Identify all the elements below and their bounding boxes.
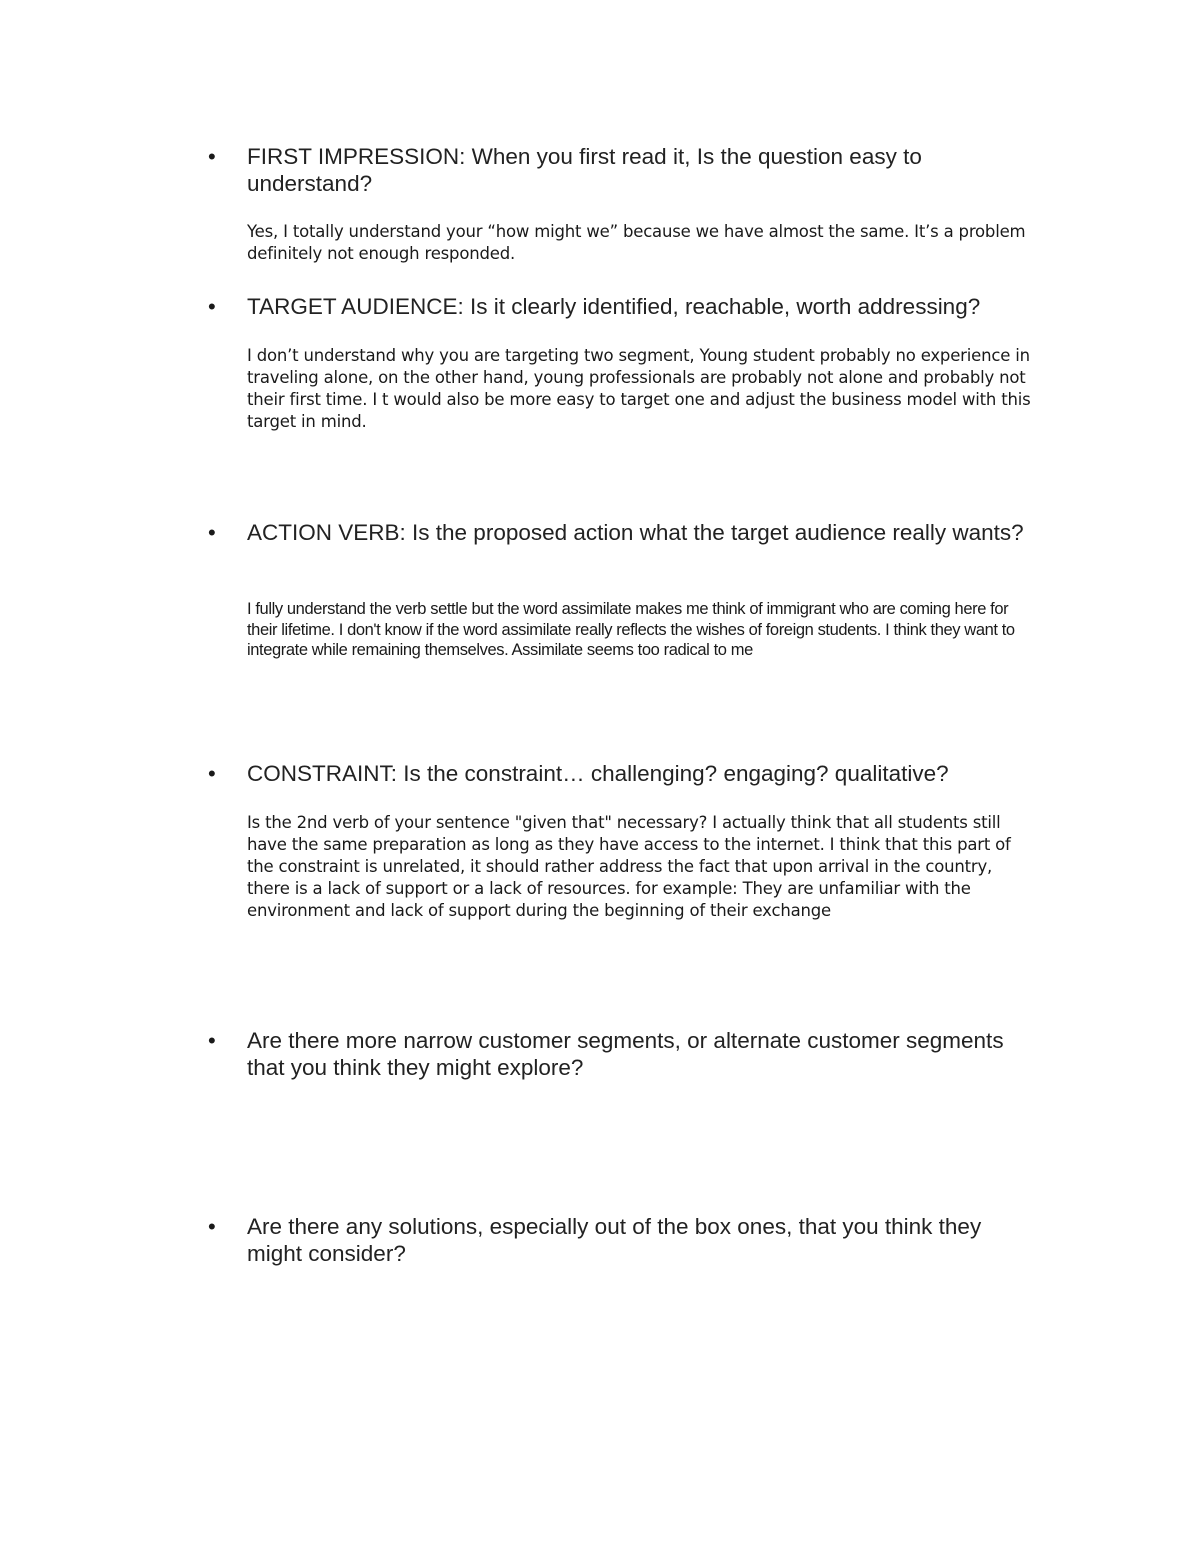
- bullet-icon: •: [208, 1214, 216, 1239]
- answer-constraint: Is the 2nd verb of your sentence "given that" necessary? I actually think that all students still have the same preparation as long as they have access to the internet. I think that this part of the constraint is unrelated, it should rather address the fact that upon arrival in the country, there is a lack of support or a lack of resources. for example: They are unfamiliar with the environment and lack of support during the beginning of their exchange: [247, 813, 1011, 920]
- bullet-icon: •: [208, 520, 216, 545]
- question-target-audience: TARGET AUDIENCE: Is it clearly identified, reachable, worth addressing?: [247, 294, 981, 319]
- answer-action-verb: I fully understand the verb settle but the word assimilate makes me think of immigrant who are coming here for their lifetime. I don't know if the word assimilate really reflects the wishes of foreign students. I think they want to integrate while remaining themselves. Assimilate seems too radical to me: [247, 600, 1015, 659]
- question-action-verb: ACTION VERB: Is the proposed action what the target audience really wants?: [247, 520, 1024, 545]
- bullet-icon: •: [208, 1028, 216, 1053]
- question-constraint: CONSTRAINT: Is the constraint… challenging? engaging? qualitative?: [247, 761, 949, 786]
- answer-target-audience: I don’t understand why you are targeting two segment, Young student probably no experience in traveling alone, on the other hand, young professionals are probably not alone and probably not their first time. I t would also be more easy to target one and adjust the business model with this target in mind.: [247, 346, 1031, 431]
- question-customer-segments: Are there more narrow customer segments, or alternate customer segments that you think they might explore?: [247, 1028, 1004, 1080]
- bullet-icon: •: [208, 144, 216, 169]
- question-solutions: Are there any solutions, especially out of the box ones, that you think they might consider?: [247, 1214, 982, 1266]
- answer-first-impression: Yes, I totally understand your “how might we” because we have almost the same. It’s a problem definitely not enough responded.: [247, 222, 1026, 263]
- question-first-impression: FIRST IMPRESSION: When you first read it, Is the question easy to understand?: [247, 144, 922, 196]
- bullet-icon: •: [208, 761, 216, 786]
- bullet-icon: •: [208, 294, 216, 319]
